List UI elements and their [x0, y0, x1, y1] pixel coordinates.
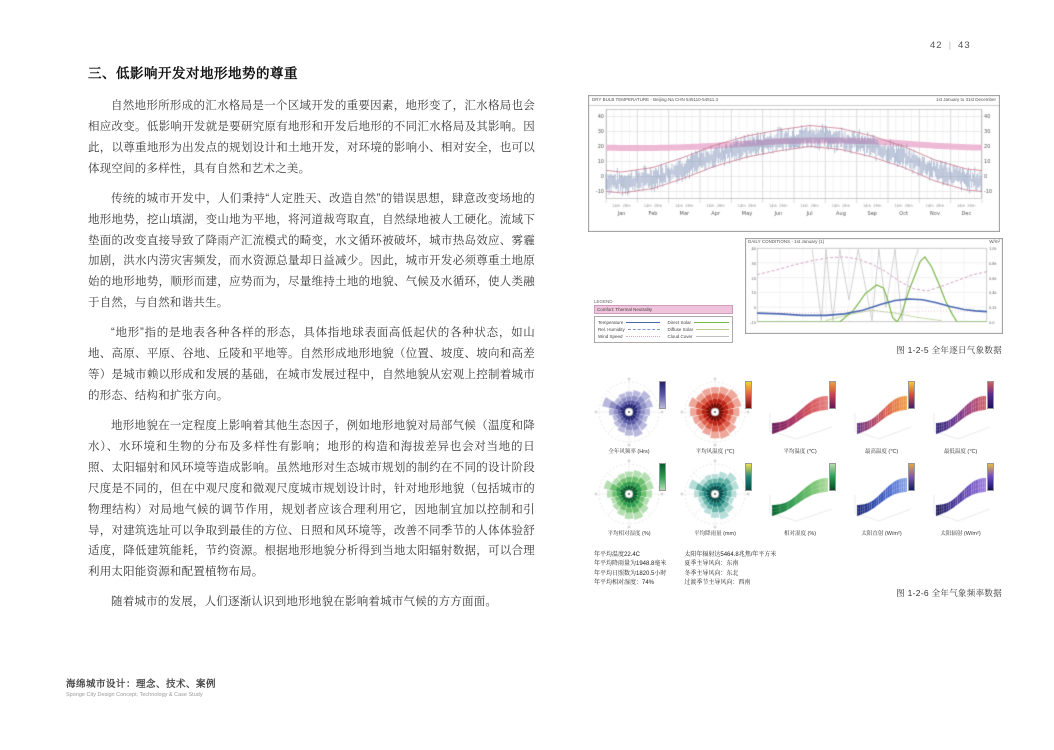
stat-line: 过渡季节主导风向：西南: [684, 579, 751, 586]
figure-caption-1-2-6: 图 1-2-6 全年气象频率数据: [896, 588, 1002, 598]
page-number-left: 42: [930, 40, 943, 51]
rose-label: 全年风频率 (Hrs): [608, 449, 650, 455]
figure-caption-1-2-5: 图 1-2-5 全年逐日气象数据: [896, 345, 1002, 355]
surface-max-temperature: [850, 383, 914, 441]
colorbar: [987, 381, 994, 409]
surface-label: 相对湿度 (%): [783, 531, 817, 537]
surface-label: 最低温度 (℃): [943, 449, 978, 455]
surface-cell: [758, 459, 842, 541]
stat-line: 太阳年辐射达5464.8兆焦/年平方米: [684, 552, 777, 558]
wind-rose-mean-rainfall: [680, 459, 750, 529]
dry-bulb-temperature-chart: [588, 95, 1000, 232]
legend-entry: Temperature: [598, 319, 660, 326]
legend-title: LEGEND: [594, 299, 613, 304]
surface-cell: [842, 459, 921, 541]
colorbar: [659, 463, 666, 491]
temperature-plot-canvas: [588, 95, 1000, 232]
surface-cell: [921, 459, 1000, 541]
article-body: [88, 62, 535, 622]
stat-line: 冬季主导风向：东北: [684, 570, 739, 577]
rose-label: 平均风温度 (℃): [695, 449, 735, 455]
surface-solar-radiation: [929, 465, 993, 523]
footer-subtitle: Sponge City Design Concept, Technology & Case Study: [66, 692, 203, 698]
section-heading: 三、低影响开发对地形地势的尊重: [88, 66, 298, 81]
surface-label: 平均温度 (℃): [783, 449, 817, 455]
chart-legend: [594, 299, 733, 337]
rose-label: 平均降雨量 (mm): [694, 531, 736, 537]
paragraph: 随着城市的发展，人们逐渐认识到地形地貌在影响着城市气候的方方面面。: [111, 596, 498, 609]
colorbar: [829, 381, 836, 409]
stat-line: 年平均降雨量为1948.8毫米: [594, 561, 667, 568]
surface-cell: [758, 377, 842, 459]
page-numbers: [930, 40, 971, 51]
weather-frequency-grid: [586, 377, 1000, 541]
legend-comfort-band: Comfort: Thermal Neutrality: [594, 305, 733, 314]
footer-title: 海绵城市设计：理念、技术、案例: [66, 679, 217, 690]
daily-chart-title: DAILY CONDITIONS - 1st January (1): [748, 239, 825, 244]
paragraph: 自然地形所形成的汇水格局是一个区域开发的重要因素，地形变了，汇水格局也会相应改变。低影响开发就是要研究原有地形和开发后地形的不同汇水格局及其影响。因此，以尊重地形为出发点的规划设计和土地开发，对环境的影响小、相对安全，也可以体现空间的多样性，具有自然和艺术之美。: [88, 100, 535, 175]
wind-rose-cell: [672, 459, 758, 541]
wind-rose-mean-wind-temp: [680, 377, 750, 447]
legend-entry: Rel. Humidity: [598, 326, 660, 333]
legend-entry: Direct Solar: [668, 319, 730, 326]
page-number-divider: |: [948, 40, 953, 51]
daily-chart-unit: W/m²: [989, 239, 1000, 244]
surface-min-temperature: [929, 383, 993, 441]
colorbar: [908, 381, 915, 409]
legend-entry: Diffuse Solar: [668, 326, 730, 333]
paragraph: 地形地貌在一定程度上影响着其他生态因子，例如地形地貌对局部气候（温度和降水）、水环境和生物的分布及多样性有影响；地形的构造和海拔差异也会对当地的日照、太阳辐射和风环境等造成影响。虽然地形对生态城市规划的制约在不同的设计阶段尺度是不同的，但在中观尺度和微观尺度城市规划设计时，针对地形地貌（包括城市的物理结构）对局地气候的调节作用，规划者应该合理利用它，因地制宜加以控制和引导，对建筑选址可以争取到最佳的方位、日照和风环境等，改善不同季节的人体体验舒适度，降低建筑能耗，节约资源。根据地形地貌分析得到当地太阳辐射数据，可以合理利用太阳能资源和配置植物布局。: [88, 419, 535, 579]
colorbar: [659, 381, 666, 409]
daily-conditions-canvas: [745, 238, 1003, 334]
wind-rose-cell: [672, 377, 758, 459]
stat-line: 年平均日照数为1820.5小时: [594, 570, 667, 577]
surface-cell: [921, 377, 1000, 459]
legend-column-right: [668, 319, 730, 340]
colorbar: [829, 463, 836, 491]
climate-statistics: [594, 551, 776, 588]
chart-title: DRY BULB TEMPERATURE - Beijing.Na CHN 545110-54511.3: [592, 97, 719, 102]
colorbar: [745, 381, 752, 409]
paragraph: “地形”指的是地表各种各样的形态，具体指地球表面高低起伏的各种状态，如山地、高原、平原、谷地、丘陵和平地等。自然形成地形地貌（位置、坡度、坡向和高差等）是城市赖以形成和发展的基础，在城市发展过程中，自然地貌从宏观上控制着城市的形态、结构和扩张方向。: [88, 327, 535, 402]
paragraph: 传统的城市开发中，人们秉持“人定胜天、改造自然”的错误思想，肆意改变场地的地形地势，挖山填湖，变山地为平地，将河道裁弯取直，自然绿地被人工硬化。流域下垫面的改变直接导致了降雨产汇流模式的畸变，水文循环被破坏，城市热岛效应、雾霾加剧，洪水内涝灾害频发，而水资源总量却日益减少。因此，城市开发必须尊重土地原始的地形地势，顺形而建，应势而为，尽量维持土地的地貌、气候及水循环，使人类融于自然，与自然和谐共生。: [88, 192, 535, 310]
stat-line: 夏季主导风向：东南: [684, 561, 739, 568]
stat-line: 年平均相对湿度：74%: [594, 579, 655, 586]
surface-rel-humidity: [765, 465, 835, 523]
legend-entry: Wind Speed: [598, 333, 660, 340]
surface-mean-temperature: [765, 383, 835, 441]
page-number-right: 43: [958, 40, 971, 51]
daily-conditions-chart: [745, 238, 1003, 334]
surface-cell: [842, 377, 921, 459]
rose-label: 平均相对湿度 (%): [607, 531, 651, 537]
surface-label: 太阳直射 (W/m²): [861, 531, 902, 537]
legend-entry: Cloud Cover: [668, 333, 730, 340]
wind-rose-cell: [586, 377, 672, 459]
surface-direct-solar: [850, 465, 914, 523]
stats-column-left: [594, 551, 666, 588]
book-footer: [66, 676, 216, 698]
chart-date-range: 1st January to 31st December: [935, 97, 996, 102]
colorbar: [987, 463, 994, 491]
surface-label: 太阳辐射 (W/m²): [940, 531, 981, 537]
stat-line: 年平均温度22.4C: [594, 552, 641, 558]
wind-rose-mean-rel-humidity: [594, 459, 664, 529]
wind-rose-annual-frequency: [594, 377, 664, 447]
colorbar: [745, 463, 752, 491]
surface-label: 最高温度 (℃): [864, 449, 899, 455]
colorbar: [908, 463, 915, 491]
wind-rose-cell: [586, 459, 672, 541]
stats-column-right: [684, 551, 776, 588]
legend-column-left: [598, 319, 660, 340]
